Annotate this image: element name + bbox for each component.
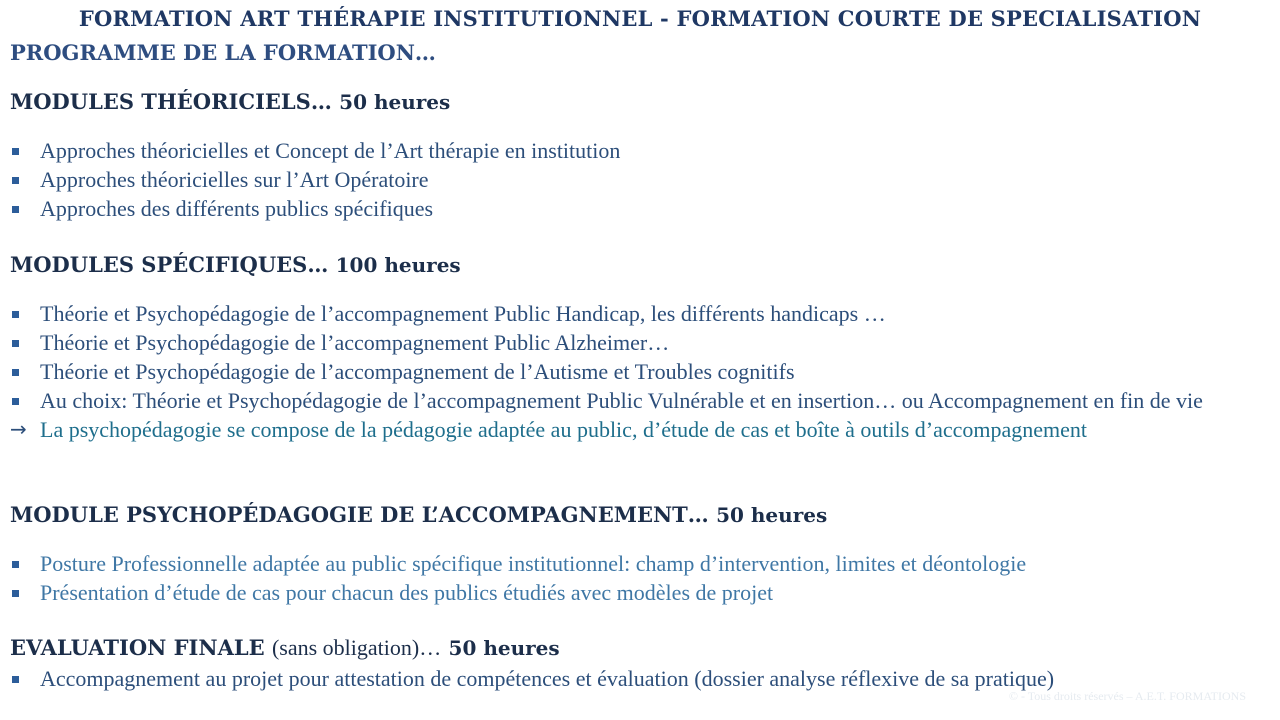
list-item (10, 136, 1266, 165)
section-hours: 50 heures (716, 503, 828, 527)
list-psychopedagogie (10, 549, 1266, 607)
section-title: MODULES SPÉCIFIQUES… (10, 252, 329, 277)
list-item (10, 328, 1266, 357)
list-item (10, 357, 1266, 386)
list-item-text: Posture Professionnelle adaptée au public spécifique institutionnel: champ d’intervention, limites et déontologie (40, 551, 1027, 576)
list-item-text: Accompagnement au projet pour attestation de compétences et évaluation (dossier analyse réflexive de sa pratique) (40, 666, 1055, 691)
list-item-text: Théorie et Psychopédagogie de l’accompagnement Public Alzheimer… (40, 330, 670, 355)
square-bullet-icon (12, 590, 19, 597)
list-item-text: Approches des différents publics spécifiques (40, 196, 434, 221)
square-bullet-icon (12, 398, 19, 405)
list-item (10, 165, 1266, 194)
list-item (10, 194, 1266, 223)
list-item-text: Approches théoricielles sur l’Art Opératoire (40, 167, 429, 192)
page-subtitle: PROGRAMME DE LA FORMATION… (10, 40, 436, 65)
arrow-right-icon: → (10, 417, 27, 441)
section-title: MODULE PSYCHOPÉDAGOGIE DE L’ACCOMPAGNEMENT… (10, 502, 709, 527)
list-item-text: Présentation d’étude de cas pour chacun des publics étudiés avec modèles de projet (40, 580, 774, 605)
section-heading-evaluation (10, 635, 560, 661)
list-specifiques (10, 299, 1266, 444)
square-bullet-icon (12, 561, 19, 568)
page-title: FORMATION ART THÉRAPIE INSTITUTIONNEL - FORMATION COURTE DE SPECIALISATION (78, 6, 1202, 31)
square-bullet-icon (12, 206, 19, 213)
section-title: MODULES THÉORICIELS… (10, 89, 332, 114)
list-item-text: Au choix: Théorie et Psychopédagogie de l’accompagnement Public Vulnérable et en insertion… ou Accompagnement en fin de vie (40, 388, 1203, 413)
list-item-text: La psychopédagogie se compose de la pédagogie adaptée au public, d’étude de cas et boîte à outils d’accompagnement (40, 417, 1088, 442)
list-item (10, 386, 1266, 415)
square-bullet-icon (12, 177, 19, 184)
section-hours: 50 heures (448, 636, 560, 660)
list-theoriciels (10, 136, 1266, 223)
list-item (10, 549, 1266, 578)
list-item-text: Approches théoricielles et Concept de l’Art thérapie en institution (40, 138, 621, 163)
list-item-text: Théorie et Psychopédagogie de l’accompagnement de l’Autisme et Troubles cognitifs (40, 359, 795, 384)
section-heading-theoriciels (10, 89, 450, 114)
square-bullet-icon (12, 369, 19, 376)
copyright-footer: © - Tous droits réservés – A.E.T. FORMATIONS (1008, 689, 1246, 703)
section-title: EVALUATION FINALE (10, 635, 265, 660)
list-item-text: Théorie et Psychopédagogie de l’accompagnement Public Handicap, les différents handicaps … (40, 301, 886, 326)
section-heading-specifiques (10, 252, 461, 277)
list-item-arrow (10, 415, 1266, 444)
section-heading-psychopedagogie (10, 502, 827, 527)
square-bullet-icon (12, 148, 19, 155)
square-bullet-icon (12, 676, 19, 683)
list-item (10, 578, 1266, 607)
section-note: (sans obligation)… (271, 635, 442, 660)
list-item (10, 299, 1266, 328)
section-hours: 50 heures (339, 90, 451, 114)
section-hours: 100 heures (335, 253, 461, 277)
square-bullet-icon (12, 340, 19, 347)
square-bullet-icon (12, 311, 19, 318)
